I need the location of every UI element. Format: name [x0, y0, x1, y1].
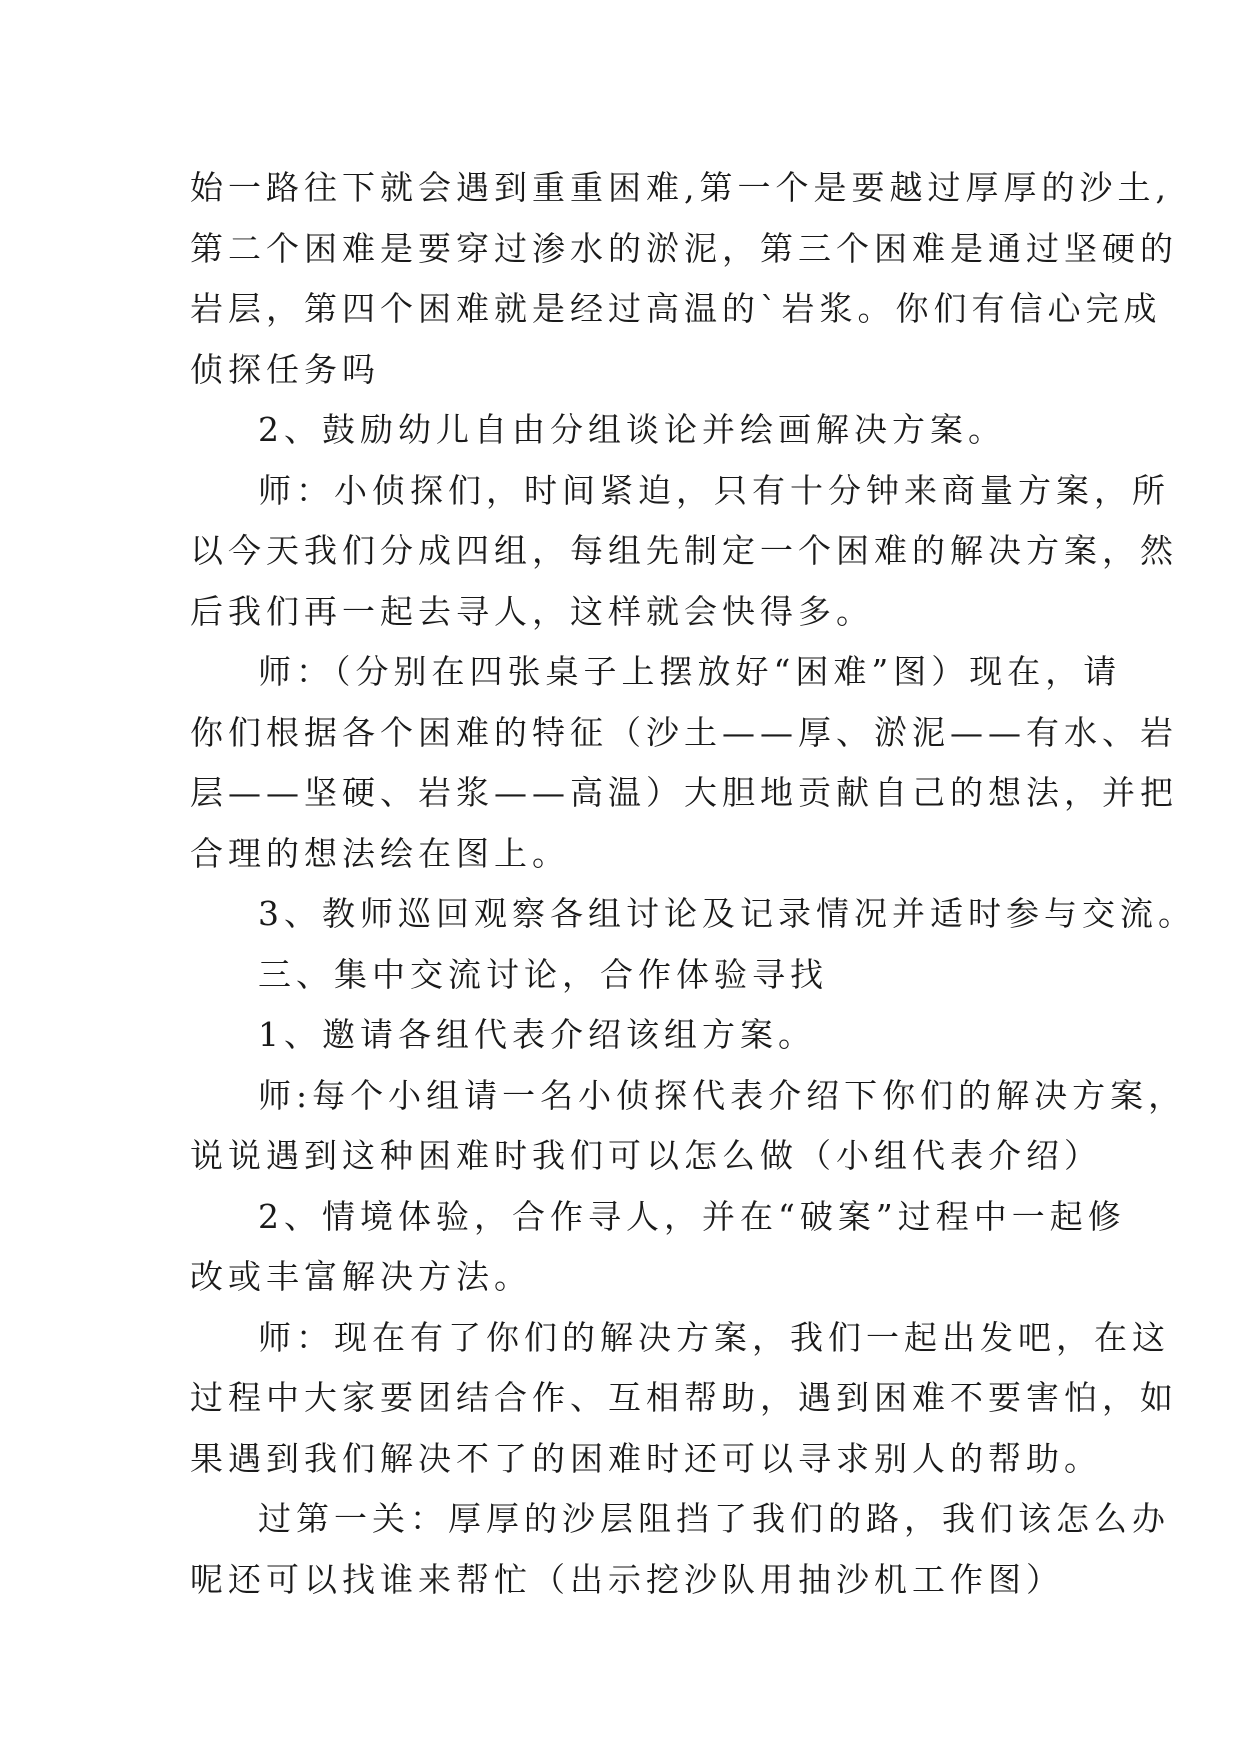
text-line: 岩层，第四个困难就是经过高温的`岩浆。你们有信心完成: [190, 289, 1162, 328]
text-line: 后我们再一起去寻人，这样就会快得多。: [190, 591, 874, 631]
text-line: 3、教师巡回观察各组讨论及记录情况并适时参与交流。: [258, 894, 1196, 933]
text-line: 2、情境体验，合作寻人，并在“破案”过程中一起修: [258, 1196, 1126, 1236]
text-line: 果遇到我们解决不了的困难时还可以寻求别人的帮助。: [190, 1438, 1102, 1478]
text-line: 你们根据各个困难的特征（沙土——厚、淤泥——有水、岩: [190, 712, 1178, 752]
text-line: 以今天我们分成四组，每组先制定一个困难的解决方案，然: [190, 531, 1178, 570]
text-line: 第二个困难是要穿过渗水的淤泥，第三个困难是通过坚硬的: [190, 228, 1178, 268]
section-heading: 三、集中交流讨论，合作体验寻找: [258, 954, 828, 994]
text-line: 始一路往下就会遇到重重困难,第一个是要越过厚厚的沙土,: [190, 168, 1171, 207]
text-line: 说说遇到这种困难时我们可以怎么做（小组代表介绍）: [190, 1136, 1102, 1175]
text-line: 改或丰富解决方法。: [190, 1257, 532, 1296]
text-line: 师：现在有了你们的解决方案，我们一起出发吧，在这: [258, 1317, 1170, 1357]
text-line: 侦探任务吗: [190, 349, 380, 389]
text-line: 过程中大家要团结合作、互相帮助，遇到困难不要害怕，如: [190, 1378, 1178, 1417]
text-line: 2、鼓励幼儿自由分组谈论并绘画解决方案。: [258, 410, 1006, 449]
text-line: 层——坚硬、岩浆——高温）大胆地贡献自己的想法，并把: [190, 773, 1178, 812]
text-line: 合理的想法绘在图上。: [190, 833, 570, 873]
text-line: 1、邀请各组代表介绍该组方案。: [258, 1015, 816, 1054]
text-line: 师：（分别在四张桌子上摆放好“困难”图）现在，请: [258, 652, 1122, 691]
document-body: [190, 158, 1196, 1610]
text-line: 呢还可以找谁来帮忙（出示挖沙队用抽沙机工作图）: [190, 1559, 1064, 1599]
text-line: 师:每个小组请一名小侦探代表介绍下你们的解决方案，: [258, 1075, 1187, 1115]
text-line: 过第一关：厚厚的沙层阻挡了我们的路，我们该怎么办: [258, 1499, 1170, 1538]
text-line: 师：小侦探们，时间紧迫，只有十分钟来商量方案，所: [258, 470, 1170, 510]
